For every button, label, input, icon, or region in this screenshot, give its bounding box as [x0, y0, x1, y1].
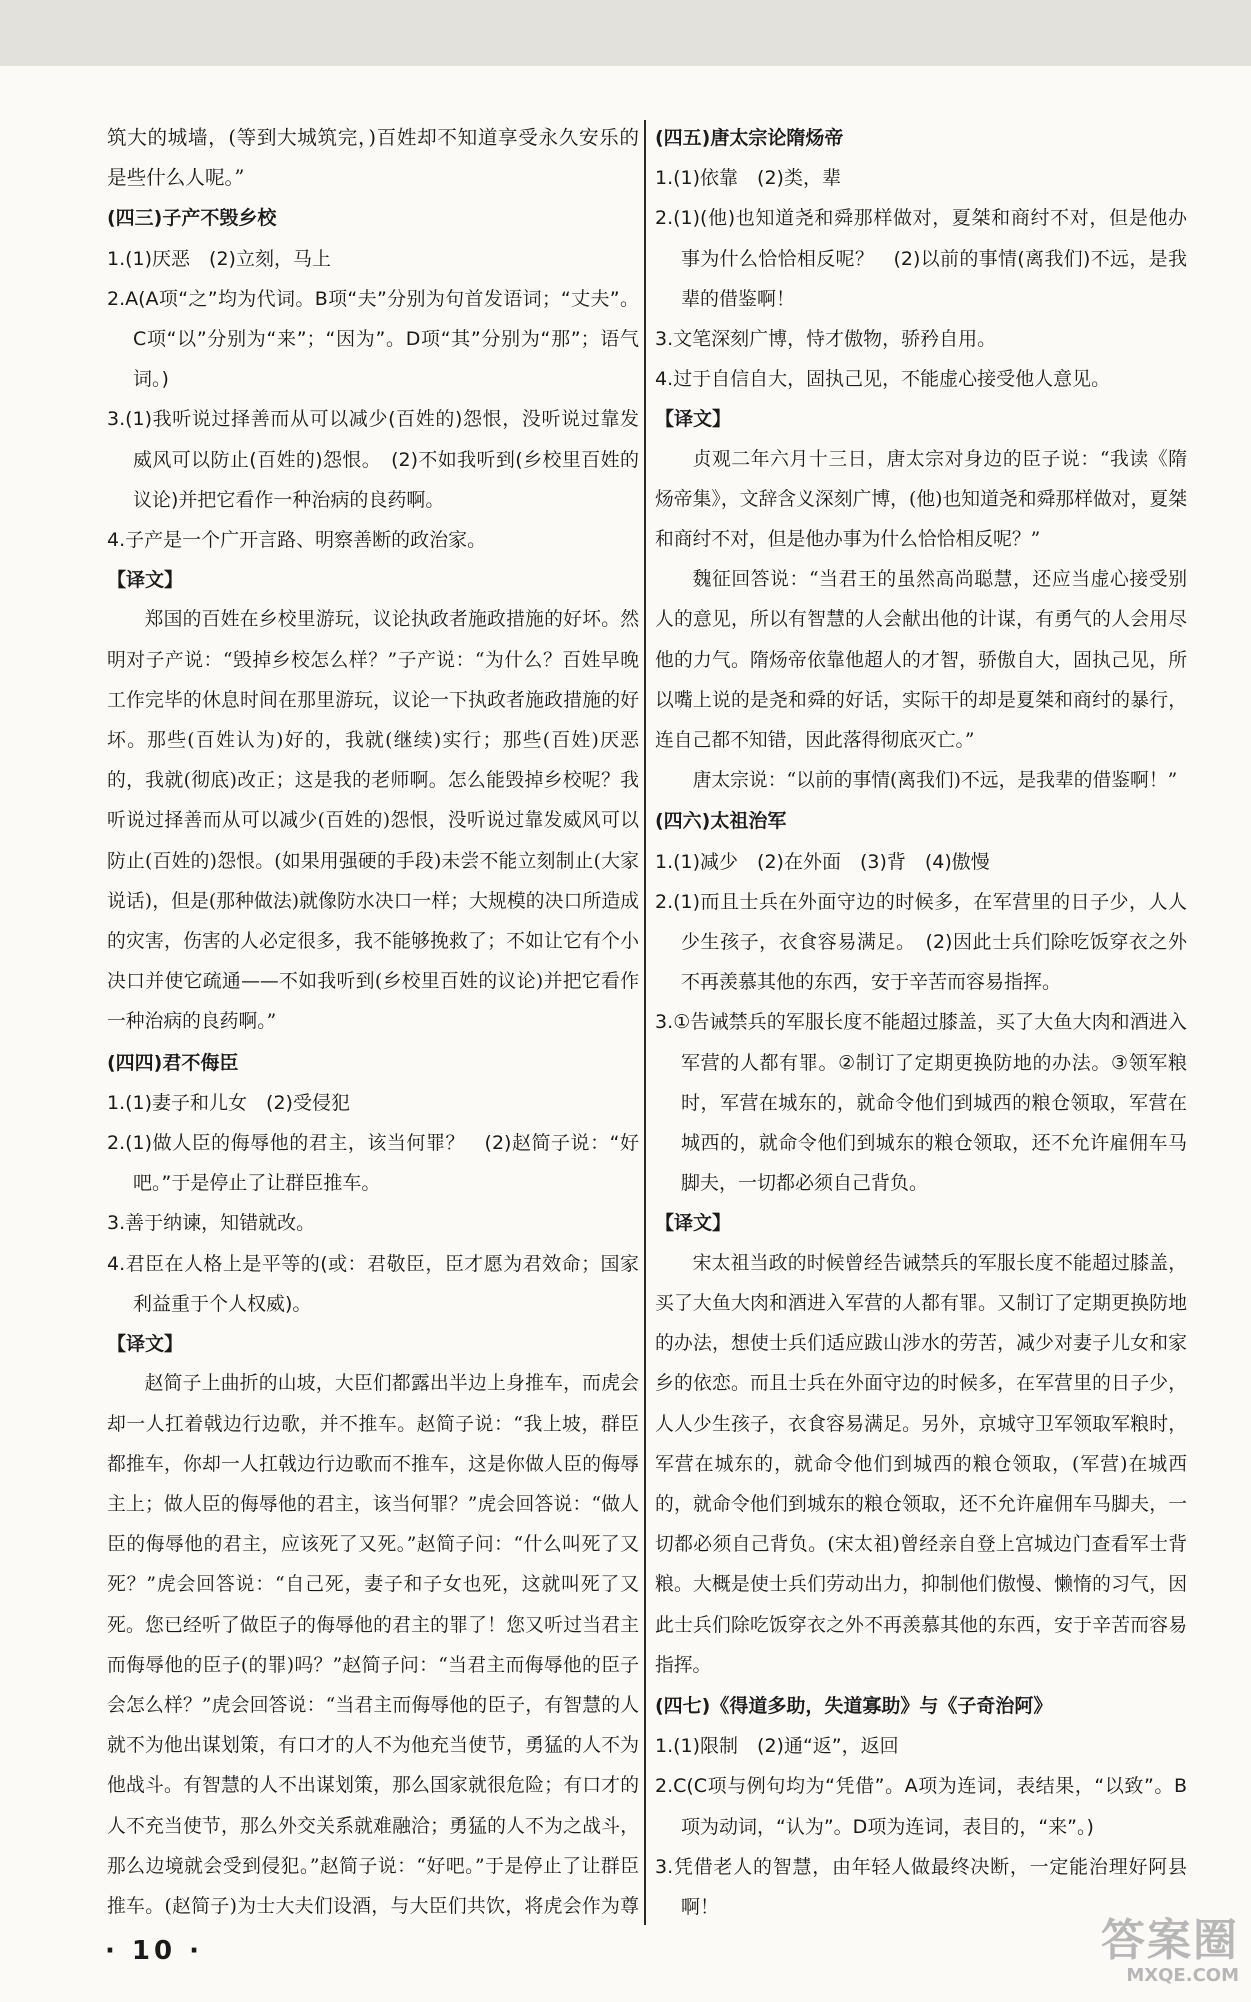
answer-item: 2.(1)(他)也知道尧和舜那样做对，夏桀和商纣不对，但是他办事为什么恰恰相反呢？ (2)以前的事情(离我们)不远，是我辈的借鉴啊！: [655, 207, 1187, 310]
left-column: [107, 118, 639, 1928]
watermark-url: MXQE.COM: [1126, 1965, 1239, 1986]
page-number: · 10 ·: [105, 1936, 204, 1966]
answer-item: 3.(1)我听说过择善而从可以减少(百姓的)怨恨，没听说过靠发威风可以防止(百姓的)怨恨。 (2)不如我听到(乡校里百姓的议论)并把它看作一种治病的良药啊。: [107, 408, 639, 511]
section-heading: (四五)唐太宗论隋炀帝: [655, 127, 844, 149]
page-top-shadow: [0, 0, 1251, 66]
section-heading: (四四)君不侮臣: [107, 1051, 239, 1074]
column-divider: [644, 120, 646, 1925]
answer-item: 2.A(A项“之”均为代词。B项“夫”分别为句首发语词；“丈夫”。C项“以”分别为“来”；“因为”。D项“其”分别为“那”；语气词。): [107, 287, 639, 391]
section-heading: 【译文】: [655, 1212, 732, 1235]
answer-item: 4.子产是一个广开言路、明察善断的政治家。: [107, 529, 487, 552]
section-heading: 【译文】: [655, 408, 732, 431]
answer-item: 3.凭借老人的智慧，由年轻人做最终决断，一定能治理好阿县啊！: [655, 1855, 1187, 1918]
answer-item: 2.(1)做人臣的侮辱他的君主，该当何罪？ (2)赵简子说：“好吧。”于是停止了让群臣推车。: [107, 1132, 639, 1195]
answer-item: 4.过于自信自大，固执己见，不能虚心接受他人意见。: [655, 368, 1111, 391]
answer-item: 1.(1)妻子和儿女 (2)受侵犯: [107, 1091, 350, 1114]
section-heading: (四三)子产不毁乡校: [107, 207, 277, 230]
answer-item: 2.(1)而且士兵在外面守边的时候多，在军营里的日子少，人人少生孩子，衣食容易满足。 (2)因此士兵们除吃饭穿衣之外不再羡慕其他的东西，安于辛苦而容易指挥。: [655, 890, 1187, 994]
answer-item: 4.君臣在人格上是平等的(或：君敬臣，臣才愿为君效命；国家利益重于个人权威)。: [107, 1252, 639, 1315]
section-heading: (四七)《得道多助，失道寡助》与《子奇治阿》: [655, 1694, 1053, 1717]
section-heading: 【译文】: [107, 1333, 184, 1356]
answer-item: 1.(1)厌恶 (2)立刻，马上: [107, 247, 331, 270]
answer-item: 1.(1)限制 (2)通“返”，返回: [655, 1735, 899, 1758]
section-heading: (四六)太祖治军: [655, 810, 787, 833]
answer-item: 1.(1)减少 (2)在外面 (3)背 (4)傲慢: [655, 850, 990, 873]
answer-item: 2.C(C项与例句均为“凭借”。A项为连词，表结果，“以致”。B项为动词，“认为”。D项为连词，表目的，“来”。): [655, 1775, 1187, 1838]
answer-item: 3.①告诫禁兵的军服长度不能超过膝盖，买了大鱼大肉和酒进入军营的人都有罪。②制订了定期更换防地的办法。③领军粮时，军营在城东的，就命令他们到城西的粮仓领取，军营在城西的，就命令他们到城东的粮仓领取，还不允许雇佣车马脚夫，一切都必须自己背负。: [655, 1011, 1187, 1195]
right-column: [655, 118, 1187, 1928]
translation-paragraph: 唐太宗说：“以前的事情(离我们)不远，是我辈的借鉴啊！”: [692, 770, 1178, 792]
translation-paragraph: 贞观二年六月十三日，唐太宗对身边的臣子说：“我读《隋炀帝集》，文辞含义深刻广博，(他)也知道尧和舜那样做对，夏桀和商纣不对，但是他办事为什么恰恰相反呢？”: [655, 448, 1187, 551]
watermark: [1049, 1915, 1239, 1994]
answer-item: 3.善于纳谏，知错就改。: [107, 1212, 316, 1235]
translation-paragraph: 宋太祖当政的时候曾经告诫禁兵的军服长度不能超过膝盖，买了大鱼大肉和酒进入军营的人都有罪。又制订了定期更换防地的办法，想使士兵们适应跋山涉水的劳苦，减少对妻子儿女和家乡的依恋。而且士兵在外面守边的时候多，在军营里的日子少，人人少生孩子，衣食容易满足。另外，京城守卫军领取军粮时，军营在城东的，就命令他们到城西的粮仓领取，(军营)在城西的，就命令他们到城东的粮仓领取，还不允许雇佣车马脚夫，一切都必须自己背负。(宋太祖)曾经亲自登上宫城边门查看军士背粮。大概是使士兵们劳动出力，抑制他们傲慢、懒惰的习气，因此士兵们除吃饭穿衣之外不再羡慕其他的东西，安于辛苦而容易指挥。: [655, 1252, 1187, 1676]
paragraph: 筑大的城墙，(等到大城筑完，)百姓却不知道享受永久安乐的是些什么人呢。”: [107, 126, 639, 190]
answer-item: 1.(1)依靠 (2)类，辈: [655, 167, 841, 190]
section-heading: 【译文】: [107, 569, 184, 592]
translation-paragraph: 魏征回答说：“当君王的虽然高尚聪慧，还应当虚心接受别人的意见，所以有智慧的人会献出他的计谋，有勇气的人会用尽他的力气。隋炀帝依靠他超人的才智，骄傲自大，固执己见，所以嘴上说的是尧和舜的好话，实际干的却是夏桀和商纣的暴行，连自己都不知错，因此落得彻底灭亡。”: [655, 569, 1187, 752]
translation-paragraph: 赵简子上曲折的山坡，大臣们都露出半边上身推车，而虎会却一人扛着戟边行边歌，并不推车。赵简子说：“我上坡，群臣都推车，你却一人扛戟边行边歌而不推车，这是你做人臣的侮辱主上；做人臣的侮辱他的君主，该当何罪？”虎会回答说：“做人臣的侮辱他的君主，应该死了又死。”赵简子问：“什么叫死了又死？”虎会回答说：“自己死，妻子和子女也死，这就叫死了又死。您已经听了做臣子的侮辱他的君主的罪了！您又听过当君主而侮辱他的臣子(的罪)吗？”赵简子问：“当君主而侮辱他的臣子会怎么样？”虎会回答说：“当君主而侮辱他的臣子，有智慧的人就不为他出谋划策，有口才的人不为他充当使节，勇猛的人不为他战斗。有智慧的人不出谋划策，那么国家就很危险；有口才的人不充当使节，那么外交关系就难融洽；勇猛的人不为之战斗，那么边境就会受到侵犯。”赵简子说：“好吧。”于是停止了让群臣推车。(赵简子)为士大夫们设酒，与大臣们共饮，将虎会作为尊: [107, 1373, 639, 1917]
watermark-logo: 答案圈: [1101, 1915, 1239, 1966]
answer-item: 3.文笔深刻广博，恃才傲物，骄矜自用。: [655, 328, 997, 351]
translation-paragraph: 郑国的百姓在乡校里游玩，议论执政者施政措施的好坏。然明对子产说：“毁掉乡校怎么样？”子产说：“为什么？百姓早晚工作完毕的休息时间在那里游玩，议论一下执政者施政措施的好坏。那些(百姓认为)好的，我就(继续)实行；那些(百姓)厌恶的，我就(彻底)改正；这是我的老师啊。怎么能毁掉乡校呢？我听说过择善而从可以减少(百姓的)怨恨，没听说过靠发威风可以防止(百姓的)怨恨。(如果用强硬的手段)未尝不能立刻制止(大家说话)，但是(那种做法)就像防水决口一样；大规模的决口所造成的灾害，伤害的人必定很多，我不能够挽救了；不如让它有个小决口并使它疏通——不如我听到(乡校里百姓的议论)并把它看作一种治病的良药啊。”: [107, 609, 639, 1033]
